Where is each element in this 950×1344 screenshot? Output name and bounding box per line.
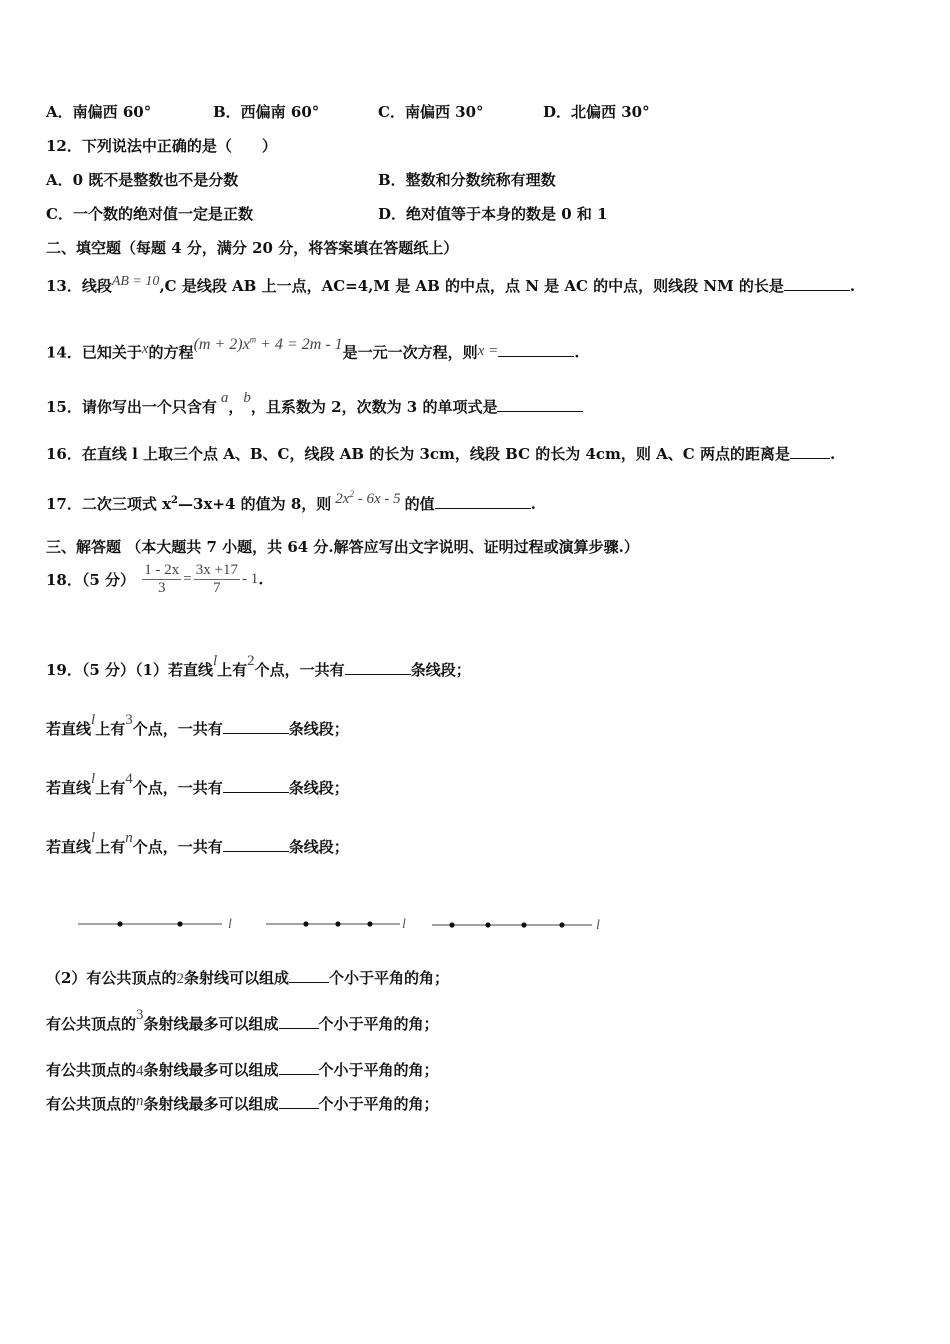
q18-numerator-1: 1 - 2x	[144, 562, 180, 578]
q19-angle-tail-3: 个小于平角的角；	[318, 1061, 439, 1079]
q14-end: .	[574, 343, 580, 362]
q18-minus-one: - 1	[241, 571, 259, 587]
q19-blank-n-points[interactable]	[223, 837, 289, 852]
q18-numerator-2: 3x +17	[195, 562, 238, 578]
q19-count-2: 2	[247, 653, 255, 669]
q14-answer-var: x =	[477, 343, 499, 360]
q12-stem: 12．下列说法中正确的是（ ）	[46, 137, 277, 155]
q18-label: 18．（5 分）	[46, 571, 136, 589]
q17-expression	[335, 491, 400, 507]
question-19-part-2-line-2	[46, 1007, 439, 1035]
q19-part2-mid-1: 条射线可以组成	[183, 969, 289, 987]
q13-number: 13．线段	[46, 277, 112, 295]
q19-line-var-4: l	[91, 830, 96, 846]
q16-answer-blank[interactable]	[790, 444, 830, 459]
q18-equals: =	[183, 571, 192, 587]
q19-part2-pre: （2）有公共顶点的	[46, 969, 177, 987]
q19-part2-mid-4: 条射线最多可以组成	[143, 1095, 279, 1113]
q15-var-a: a	[220, 390, 229, 406]
q15-answer-blank[interactable]	[497, 397, 583, 412]
question-19-line-4	[46, 830, 349, 858]
question-19-part-2-line-1	[46, 968, 449, 989]
question-15	[46, 390, 583, 418]
q19-part2-mid-3: 条射线最多可以组成	[143, 1061, 279, 1079]
q19-prefix-4: 若直线	[46, 838, 92, 856]
q14-eq-right: + 4 = 2m - 1	[256, 336, 343, 354]
question-14	[46, 335, 580, 363]
q17-sup: 2	[171, 495, 179, 506]
q19-part2-num-3: 3	[136, 1007, 144, 1023]
q19-part2-pre-2: 有公共顶点的	[46, 1015, 137, 1033]
q12-option-d: D．绝对值等于本身的数是 0 和 1	[378, 205, 608, 223]
q19-blank-2-rays[interactable]	[289, 968, 329, 983]
question-16	[46, 444, 835, 464]
q14-text: 是一元一次方程，则	[342, 343, 478, 362]
section-2-heading: 二、填空题（每题 4 分，满分 20 分，将答案填在答题纸上）	[46, 239, 459, 257]
q15-text: ，且系数为 2，次数为 3 的单项式是	[250, 398, 498, 416]
question-18	[46, 562, 263, 597]
q19-blank-4-points[interactable]	[223, 778, 289, 793]
q19-line-var: l	[212, 653, 218, 669]
q14-mid: 的方程	[148, 343, 194, 362]
q19-seg-3: 条线段；	[288, 779, 349, 797]
question-19-line-1	[46, 653, 471, 681]
q19-on-3: 上有	[95, 779, 126, 797]
question-19-line-2	[46, 712, 349, 740]
q19-tail-4: 个点，一共有	[132, 838, 223, 856]
q13-answer-blank[interactable]	[784, 276, 850, 291]
q19-tail-3: 个点，一共有	[132, 779, 223, 797]
q19-blank-n-rays[interactable]	[279, 1094, 319, 1109]
q13-math: AB = 10	[111, 274, 160, 289]
q19-seg-2: 条线段；	[288, 720, 349, 738]
q15-number: 15．请你写出一个只含有	[46, 398, 217, 416]
q19-on: 上有	[217, 661, 248, 679]
q19-part2-mid-2: 条射线最多可以组成	[143, 1015, 279, 1033]
q19-part2-num-n: n	[136, 1093, 144, 1109]
q19-tail-1: 个点，一共有	[254, 661, 345, 679]
diagram-line-4-points	[432, 918, 600, 933]
q19-blank-2-points[interactable]	[345, 660, 411, 675]
q19-part2-num-2: 2	[176, 971, 184, 987]
q19-tail-2: 个点，一共有	[132, 720, 223, 738]
q19-angle-tail-1: 个小于平角的角；	[328, 969, 449, 987]
q19-blank-4-rays[interactable]	[279, 1060, 319, 1075]
q11-option-c: C．南偏西 30°	[378, 103, 484, 121]
points-on-line-diagram	[78, 908, 618, 942]
q18-fraction-left	[142, 562, 181, 597]
question-19-part-2-line-3	[46, 1060, 439, 1081]
q17-expr-rest: - 6x - 5	[353, 491, 401, 507]
q12-option-c: C．一个数的绝对值一定是正数	[46, 205, 253, 223]
q19-count-n: n	[125, 830, 133, 846]
q19-part2-pre-4: 有公共顶点的	[46, 1095, 137, 1113]
diagram-label-3: l	[596, 918, 600, 933]
q14-answer-blank[interactable]	[498, 342, 574, 357]
q19-on-4: 上有	[95, 838, 126, 856]
q14-var: x	[141, 341, 149, 358]
q19-prefix-2: 若直线	[46, 720, 92, 738]
q18-denominator-2: 7	[213, 580, 221, 596]
q13-end: .	[849, 277, 856, 295]
question-19-line-3	[46, 771, 349, 799]
diagram-line-2-points	[78, 917, 232, 932]
q19-on-2: 上有	[95, 720, 126, 738]
q19-label: 19．（5 分）（1）若直线	[46, 661, 213, 679]
q19-prefix-3: 若直线	[46, 779, 92, 797]
q14-eq-sup: m	[249, 335, 257, 345]
question-13	[46, 276, 855, 298]
q15-var-b: b	[243, 390, 251, 406]
q19-angle-tail-2: 个小于平角的角；	[318, 1015, 439, 1033]
q19-line-var-2: l	[91, 712, 96, 728]
q17-text: —3x+4 的值为 8，则	[178, 495, 332, 513]
q14-number: 14．已知关于	[46, 343, 142, 362]
q19-part2-pre-3: 有公共顶点的	[46, 1061, 137, 1079]
q16-end: .	[829, 445, 836, 463]
question-19-part-2-line-4	[46, 1094, 439, 1115]
q19-angle-tail-4: 个小于平角的角；	[318, 1095, 439, 1113]
q17-expr-sup: 2	[349, 489, 354, 499]
section-3-heading: 三、解答题 （本大题共 7 小题，共 64 分.解答应写出文字说明、证明过程或演算步骤.）	[46, 538, 639, 556]
q14-equation	[194, 336, 343, 353]
q19-seg-1: 条线段；	[410, 661, 471, 679]
q17-tail: 的值	[404, 495, 435, 513]
q19-count-4: 4	[125, 771, 133, 787]
q18-fraction-right	[194, 562, 240, 597]
q16-text: 16．在直线 l 上取三个点 A、B、C，线段 AB 的长为 3cm，线段 BC 的长为 4cm，则 A、C 两点的距离是	[46, 445, 790, 463]
q17-expr: 2x	[335, 491, 350, 507]
q11-option-a: A．南偏西 60°	[46, 103, 152, 121]
q17-end: .	[530, 495, 536, 513]
question-17	[46, 490, 536, 515]
q19-line-var-3: l	[91, 771, 96, 787]
q17-number: 17．二次三项式 x	[46, 495, 172, 513]
q18-denominator-1: 3	[158, 580, 166, 596]
q11-option-b: B．西偏南 60°	[213, 103, 320, 121]
q17-answer-blank[interactable]	[435, 494, 531, 509]
diagram-label-1: l	[228, 917, 232, 932]
q15-comma: ，	[228, 398, 244, 416]
q13-text: ,C 是线段 AB 上一点，AC=4,M 是 AB 的中点，点 N 是 AC 的中点，则线段 NM 的长是	[159, 277, 784, 295]
q19-blank-3-rays[interactable]	[279, 1014, 319, 1029]
q18-end: .	[258, 570, 264, 589]
q19-blank-3-points[interactable]	[223, 719, 289, 734]
q11-option-d: D．北偏西 30°	[543, 103, 650, 121]
q12-option-a: A．0 既不是整数也不是分数	[46, 171, 239, 189]
q14-eq-left: (m + 2)x	[193, 336, 250, 354]
q12-option-b: B．整数和分数统称有理数	[378, 171, 556, 189]
q19-seg-4: 条线段；	[288, 838, 349, 856]
diagram-line-3-points	[266, 917, 406, 932]
q19-count-3: 3	[125, 712, 133, 728]
q19-part2-num-4: 4	[136, 1063, 144, 1079]
diagram-label-2: l	[402, 917, 406, 932]
